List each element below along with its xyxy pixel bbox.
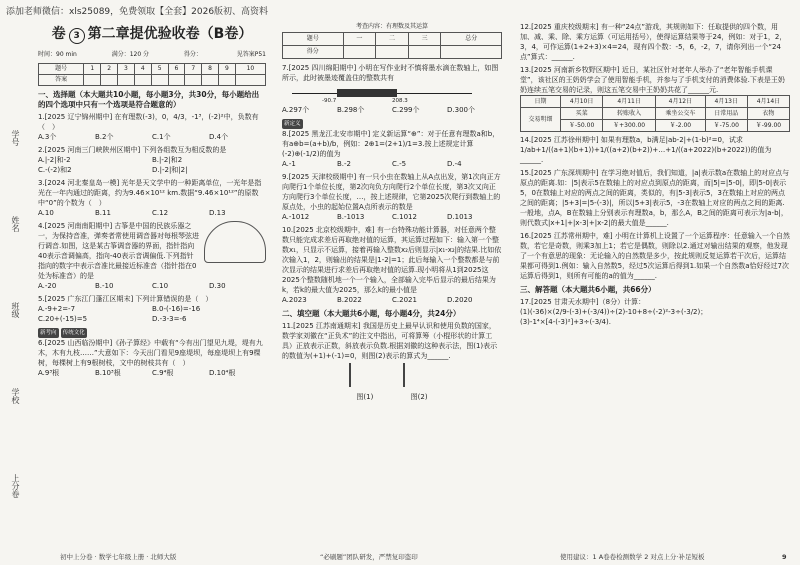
meta-time: 时间：90 min: [38, 51, 77, 58]
table-cell: ￥-75.00: [705, 120, 747, 132]
footer-right: 使用建议：1 A卷卷检测数学 2 对点上分·补足短板: [560, 553, 705, 561]
question-8: [282, 118, 502, 169]
sidebar-label-series: 上分卷: [11, 474, 20, 498]
exam-title: [38, 28, 266, 44]
option: B.-10: [95, 282, 114, 290]
section-2-heading: 二、填空题（本大题共6小题，每小题4分，共24分）: [282, 309, 461, 318]
question-part-2: (3)-1⁴×[4-(-3)²]+3÷(-3/4).: [520, 318, 611, 326]
option: D.2020: [447, 296, 473, 304]
answer-table: [38, 63, 266, 86]
option: C.-5: [392, 160, 407, 168]
table-cell: ￥-2.00: [656, 120, 706, 132]
question-options: [282, 105, 502, 115]
answer-col: 6: [168, 64, 185, 75]
answer-cell[interactable]: [84, 75, 101, 86]
watermark: 添加老师微信：xls25089，免费领取【全套】2026版初、高资料: [6, 7, 269, 17]
option: B.11: [95, 209, 111, 217]
question-text: 10.[2025 北京校级期中，难] 有一台特殊功能计算器，对任意两个整数只能完成求差后再取绝对值的运算，其运算过程如下：输入第一个整数x₁，只显示不运算，接着再输入整数x₂后则显示|x₁-x₂|的结果.比如依次输入1，2，则输出的结果是|1-2|=1；此后每输入一个整数都是与前次显示的结果进行求差后再取绝对值的运算.现小明将从1到2025这2025个整数随机地一个一个输入，全部输入完毕后显示的最后结果为k，若k的最大值为2025，那么k的最小值是: [282, 226, 502, 294]
answer-cell[interactable]: [235, 75, 265, 86]
question-options: [38, 281, 266, 291]
option: C.10: [152, 282, 169, 290]
option: A.-1: [282, 160, 296, 168]
sidebar-label-class: 班级: [11, 302, 20, 318]
table-cell: 交易明细: [521, 108, 561, 132]
answer-cell[interactable]: [134, 75, 151, 86]
table-cell: 乘坐公交车: [656, 108, 706, 120]
column-1: [38, 22, 266, 381]
score-head: 二: [376, 33, 409, 46]
option: D.4个: [209, 133, 229, 141]
question-text: 3.[2024 河北秦皇岛一模] 光年是天文学中的一种距离单位，一光年是指光在一年内通过的距离，约为9.46×10¹² km.数据“9.46×10¹²”的原数中“0”的个数为（ ）: [38, 179, 262, 207]
score-row-label: 得分: [283, 46, 344, 59]
figure-1: [339, 361, 391, 402]
score-head: 题号: [283, 33, 344, 46]
table-cell: 日常用品: [705, 108, 747, 120]
answer-cell[interactable]: [118, 75, 135, 86]
answer-col: 9: [219, 64, 236, 75]
title-text: 第二章提优验收卷（B卷）: [87, 26, 253, 42]
option: C.2021: [392, 296, 417, 304]
question-3: [38, 178, 266, 218]
option: C.-(-2)和2: [38, 166, 72, 174]
sidebar-label-school: 学校: [11, 388, 20, 404]
question-16: 16.[2025 江苏常州期中，难] 小明在计算机上设置了一个运算程序：任意输入一个自然数，若它是奇数，则乘3加上1；若它是偶数，则除以2.通过对输出结果的观察，他发现了一个有意思的现象：无论输入的自然数是多少，按此规则反复运算若干次后，运算结果都可得到1.例如：输入自然数5，经过5次运算后得到1.如果一个自然数a恰好经过7次运算后得到1，则所有可能的a的值为______.: [520, 232, 790, 280]
question-options: [38, 155, 266, 175]
rods-figure-2: [403, 363, 435, 387]
option: A.297个: [282, 106, 310, 114]
question-5: [38, 294, 266, 324]
option: C.9⁴根: [152, 369, 174, 377]
figure-1-caption: 图(1): [356, 393, 374, 401]
question-11: [282, 321, 502, 402]
option: C.20+(-15)=5: [38, 315, 88, 323]
number-line-label-right: 208.3: [392, 98, 408, 104]
figure-2: [393, 361, 445, 402]
question-text: 8.[2025 黑龙江北安市期中] 定义新运算“⊕”：对于任意有理数a和b，有a⊕b=(a+b)/b，例如：2⊕1=(2+1)/1=3.按上述规定计算(-2)⊕(-1/2)的值为: [282, 130, 500, 158]
question-options: [38, 304, 266, 324]
question-options: [282, 295, 502, 305]
title-prefix: 卷: [51, 26, 66, 42]
meta-scored: 得分：: [183, 51, 202, 58]
option: A.|-2|和-2: [38, 156, 71, 164]
answer-cell[interactable]: [202, 75, 219, 86]
answer-col: 8: [202, 64, 219, 75]
answer-col: 2: [101, 64, 118, 75]
option: B.2个: [95, 133, 114, 141]
option: B.0-(-16)=-16: [152, 305, 201, 313]
tag-new-definition: 新定义: [284, 121, 301, 127]
option: D.30: [209, 282, 226, 290]
question-6: [38, 327, 266, 378]
option: D.13: [209, 209, 226, 217]
question-text: 9.[2025 天津校级期中] 有一只小虫在数轴上从A点出发，第1次向正方向爬行1个单位长度，第2次向负方向爬行2个单位长度，第3次又向正方向爬行3个单位长度，…，按上述规律，它第2025次爬行到数轴上的原点处，小虫的起始位置A点所表示的数是: [282, 173, 501, 211]
tag-new: 新考向: [40, 330, 57, 336]
option: A.2023: [282, 296, 307, 304]
answer-col: 1: [84, 64, 101, 75]
table-cell: 4月14日: [747, 96, 789, 108]
counting-rods-figures: [282, 361, 502, 402]
option: B.10³根: [95, 369, 121, 377]
score-table: [282, 32, 502, 59]
question-text: 1.[2025 辽宁锦州期中] 在有理数(-3)，0，4/3，-1³，(-2)²中，负数有（ ）: [38, 113, 259, 131]
option: C.1个: [152, 133, 171, 141]
score-head: 三: [408, 33, 441, 46]
student-info-sidebar: [10, 130, 30, 565]
ink-blot: [337, 89, 397, 97]
question-15: 15.[2025 广东深圳期中] 在学习绝对值后，我们知道，|a|表示数a在数轴上的对应点与原点的距离.如：|5|表示5在数轴上的对应点到原点的距离，而|5|=|5-0|，即|5-0|表示5，0在数轴上对应的两点之间的距离，类似的，有|5-3|表示5，3在数轴上对应的两点之间的距离；|5+3|=|5-(-3)|，所以|5+3|表示5，-3在数轴上对应的两点之间的距离.一般地，点A，B在数轴上分别表示有理数a，b，那么A，B之间的距离可表示为|a-b|，则代数式|x+1|+|x-3|+|x-2|的最大值是______.: [520, 169, 790, 227]
table-cell: 4月13日: [705, 96, 747, 108]
answer-cell[interactable]: [151, 75, 168, 86]
question-options: [38, 132, 266, 142]
option: A.9³根: [38, 369, 60, 377]
footer-left: 初中上分卷 · 数学七年级上册 · 北师大版: [60, 553, 177, 561]
answer-col: 10: [235, 64, 265, 75]
question-text: 4.[2025 河南南阳期中] 古筝是中国的民族乐器之一，为保持音准，弹奏者常使用调音器对每根琴弦进行调音.如图，这是某古筝调音器的界面，指针指向40表示音调偏高，指向-40表示音调偏低.下列指针指向的数字中表示音准比最接近标准音（指针指在0处为标准音）的是: [38, 222, 199, 280]
number-line-label-left: -90.7: [322, 98, 337, 104]
question-2: [38, 145, 266, 175]
score-cell[interactable]: [376, 46, 409, 59]
option: A.3个: [38, 133, 57, 141]
table-cell: ￥+300.00: [603, 120, 656, 132]
table-cell: ￥-50.00: [561, 120, 603, 132]
question-options: [38, 368, 266, 378]
option: D.|-2|和|2|: [152, 166, 188, 174]
table-cell: 4月10日: [561, 96, 603, 108]
option: D.300个: [447, 106, 475, 114]
option: B.-1013: [337, 213, 365, 221]
option: D.-3-3=-6: [152, 315, 187, 323]
answer-cell[interactable]: [168, 75, 185, 86]
section-1-heading: 一、选择题（本大题共10小题，每小题3分，共30分，每小题给出的四个选项中只有一个选项是符合题意的）: [38, 90, 260, 109]
score-table-caption: 考查内容：有理数及其运算: [355, 23, 428, 30]
score-cell[interactable]: [408, 46, 441, 59]
question-text: 13.[2025 河南新乡牧野区期中] 近日，某社区针对老年人举办了“老年智能手机课堂”，该社区的王奶奶学会了使用智能手机，并参与了手机支付的消费体验.下表是王奶奶连续五笔交易的记录，则这五笔交易中王奶奶共花了______元.: [520, 66, 785, 94]
column-3: [520, 22, 790, 330]
answer-col: 7: [185, 64, 202, 75]
number-line-figure: [282, 85, 502, 103]
option: B.2022: [337, 296, 362, 304]
question-text: 5.[2025 广东江门蓬江区期末] 下列计算错误的是（ ）: [38, 295, 213, 303]
exam-meta: [38, 50, 266, 60]
option: C.299个: [392, 106, 420, 114]
score-head: 总分: [441, 33, 502, 46]
question-1: [38, 112, 266, 142]
option: B.-2: [337, 160, 352, 168]
page-number: 9: [782, 553, 787, 561]
option: C.1012: [392, 213, 417, 221]
option: C.12: [152, 209, 169, 217]
question-17: [520, 297, 790, 327]
meta-ref: 见答案P51: [236, 51, 266, 58]
question-options: [282, 159, 502, 169]
option: A.-1012: [282, 213, 310, 221]
option: A.10: [38, 209, 54, 217]
question-text: 11.[2025 江苏南通期末] 我国是历史上最早认识和使用负数的国家，数学家刘徽在“正负术”的注文中指出，可将算筹（小棍形状的计算工具）正放表示正数，斜放表示负数.根据刘徽的这种表示法，图(1)表示的数值为(+1)+(-1)=0，则图(2)表示的算式为______.: [282, 322, 498, 360]
option: A.-9+2=-7: [38, 305, 76, 313]
transaction-table: [520, 95, 790, 132]
table-cell: 买菜: [561, 108, 603, 120]
score-cell[interactable]: [343, 46, 376, 59]
sidebar-label-name: 姓名: [11, 216, 20, 232]
volume-badge: 3: [69, 28, 85, 44]
answer-col: 5: [151, 64, 168, 75]
question-options: [282, 212, 502, 222]
question-text: 2.[2025 河南三门峡陕州区期中] 下列各组数互为相反数的是: [38, 146, 227, 154]
question-text: 7.[2025 四川绵阳期中] 小明在写作业时不慎将墨水滴在数轴上，如图所示，此时被墨迹覆盖住的整数共有: [282, 64, 499, 82]
rods-figure-1: [349, 363, 381, 387]
option: A.-20: [38, 282, 57, 290]
question-9: [282, 172, 502, 222]
option: D.10⁴根: [209, 369, 236, 377]
table-cell: 转账收入: [603, 108, 656, 120]
answer-cell[interactable]: [185, 75, 202, 86]
question-10: [282, 225, 502, 305]
answer-cell[interactable]: [101, 75, 118, 86]
question-7: [282, 63, 502, 115]
question-4: [38, 221, 266, 291]
score-cell[interactable]: [441, 46, 502, 59]
option: B.298个: [337, 106, 365, 114]
option: D.1013: [447, 213, 473, 221]
section-3-heading: 三、解答题（本大题共6小题，共66分）: [520, 285, 656, 294]
column-2: [282, 22, 502, 405]
footer-center: “必刷题”团队研发，严禁复印盗印: [320, 553, 418, 561]
table-cell: 衣物: [747, 108, 789, 120]
table-cell: ￥-99.00: [747, 120, 789, 132]
answer-table-head: 题号: [39, 64, 84, 75]
question-13: [520, 65, 790, 132]
answer-col: 3: [118, 64, 135, 75]
option: B.|-2|和2: [152, 156, 183, 164]
option: D.-4: [447, 160, 462, 168]
table-cell: 日期: [521, 96, 561, 108]
question-text: 17.[2025 甘肃天水期中]（8分）计算：: [520, 298, 646, 306]
score-head: 一: [343, 33, 376, 46]
question-options: [38, 208, 266, 218]
answer-row-label: 答案: [39, 75, 84, 86]
tag-culture: 传统文化: [62, 330, 85, 336]
answer-col: 4: [134, 64, 151, 75]
question-14: 14.[2025 江苏徐州期中] 如果有理数a，b满足|ab-2|+(1-b)²=0，试求1/ab+1/((a+1)(b+1))+1/((a+2)(b+2))+…+1/((a+2022)(b+2022))的值为______.: [520, 136, 772, 164]
meta-score: 满分：120 分: [111, 51, 150, 58]
answer-cell[interactable]: [219, 75, 236, 86]
question-part-1: (1)(-36)×(2/9-(-3)+(-3/4))÷(2)-10+8÷(-2)²-3÷(-3/2)；: [520, 308, 708, 316]
question-text: 6.[2025 山西临汾期中]《孙子算经》中载有“今有出门望见九堤，堤有九木，木有九枝……”大意如下：今天出门看见9座堤坝，每座堤坝上有9棵树，每棵树上有9根树枝，文中的树枝共有（ ）: [38, 339, 263, 367]
question-12: 12.[2025 重庆校级期末] 有一种“24点”游戏，其规则如下：任取提供的四个数，用加、减、乘、除、乘方运算（可运用括号），使得运算结果等于24，例如：对于1，2，3，4，可作运算(1+2+3)×4=24，现有四个数：-5，6，-2，7，请你列出一个“24点”算式：______.: [520, 23, 787, 61]
figure-2-caption: 图(2): [410, 393, 428, 401]
table-cell: 4月11日: [603, 96, 656, 108]
sidebar-label-id: 学号: [11, 130, 20, 146]
table-cell: 4月12日: [656, 96, 706, 108]
